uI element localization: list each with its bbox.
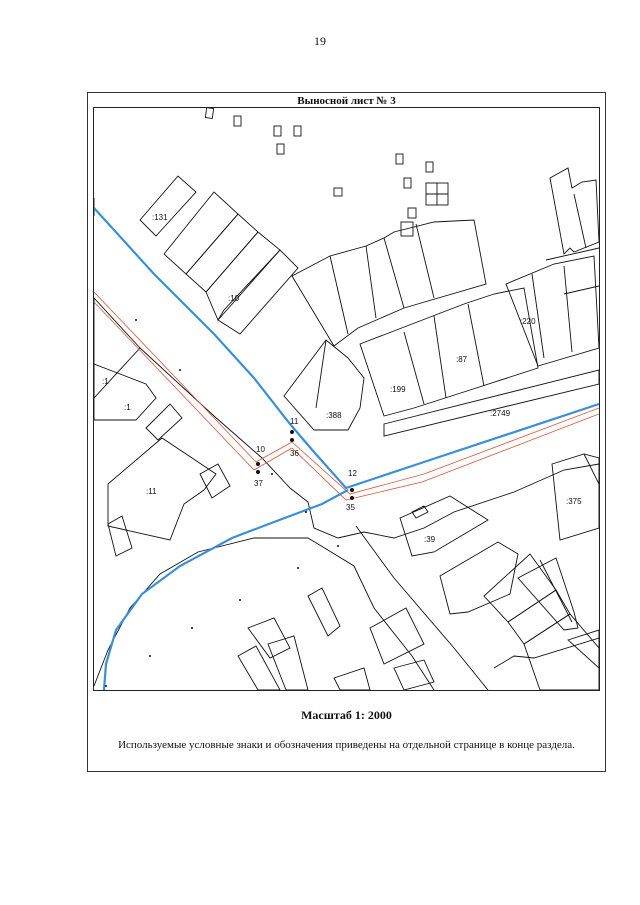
point-label: 11 [290,417,299,426]
parcel-label: :11 [146,487,157,496]
parcel-label: :375 [566,497,582,506]
legend-note: Используемые условные знаки и обозначения приведены на отдельной странице в конце раздела. [118,739,575,751]
point-label: 37 [254,479,263,488]
scale-caption: Масштаб 1: 2000 [301,708,392,722]
parcel-label: :1 [102,377,109,386]
cadastral-map [93,107,600,691]
page-number: 19 [314,34,326,48]
point-label: 10 [256,445,265,454]
parcel-label: :39 [424,535,436,544]
point-label: 36 [290,449,299,458]
parcel-label: :2749 [490,409,511,418]
parcel-label: :10 [228,294,240,303]
parcel-label: :388 [326,411,342,420]
sheet-title: Выносной лист № 3 [297,95,396,107]
parcel-label: :131 [152,213,168,222]
point-label: 12 [348,469,357,478]
parcel-label: :1 [124,403,131,412]
parcel-label: :199 [390,385,406,394]
point-label: 35 [346,503,355,512]
parcel-label: :87 [456,355,468,364]
parcel-label: :220 [520,317,536,326]
